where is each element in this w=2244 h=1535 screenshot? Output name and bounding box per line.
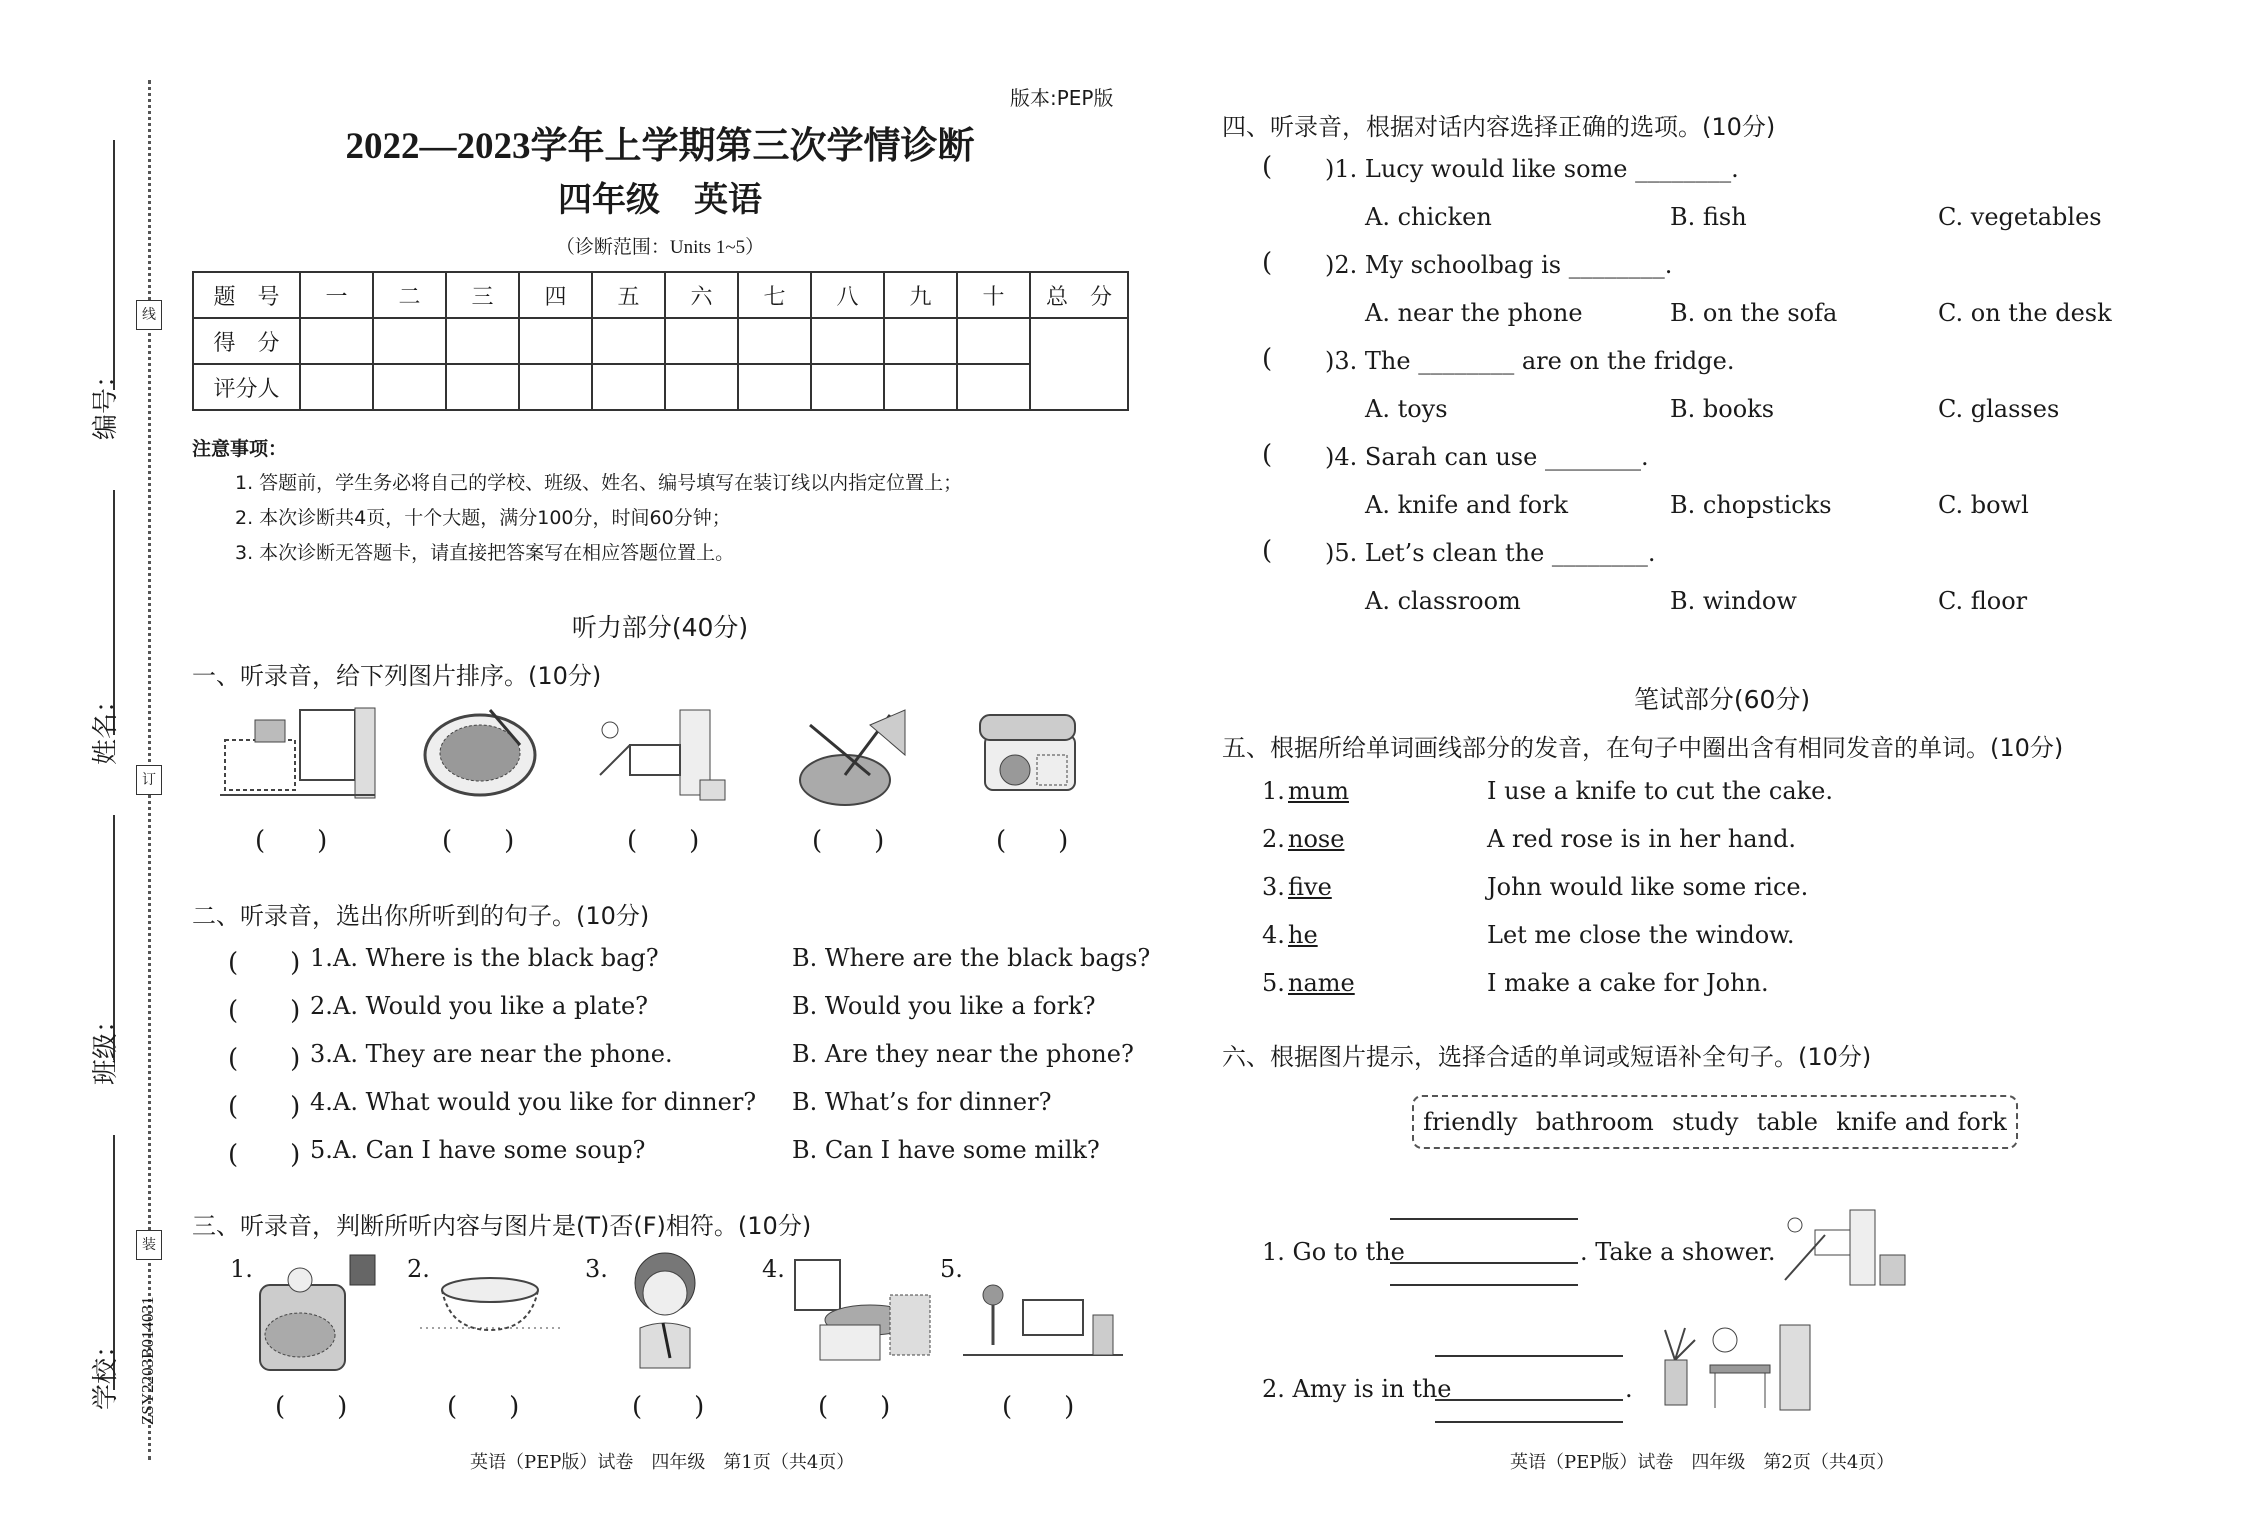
- section4-option-b: B. books: [1670, 395, 1775, 423]
- section2-answer-paren[interactable]: ( ): [228, 948, 301, 978]
- section2-option-b: B. Would you like a fork?: [792, 992, 1096, 1020]
- listening-part-title: 听力部分(40分): [571, 613, 749, 642]
- section2-option-b: B. Where are the black bags?: [792, 944, 1151, 972]
- section5-word: he: [1288, 921, 1318, 949]
- section2-option-b: B. Can I have some milk?: [792, 1136, 1100, 1164]
- score-cell[interactable]: [519, 318, 592, 364]
- section5-word: five: [1288, 873, 1332, 901]
- score-total-header: 总 分: [1030, 272, 1128, 318]
- score-cell[interactable]: [957, 318, 1030, 364]
- score-row-label: 评分人: [193, 364, 300, 410]
- page-title: 2022—2023学年上学期第三次学情诊断: [345, 126, 975, 167]
- score-col-header: 十: [957, 272, 1030, 318]
- section4-option-b: B. chopsticks: [1670, 491, 1832, 519]
- section3-answer-paren[interactable]: ( ): [818, 1392, 891, 1422]
- section4-option-b: B. window: [1670, 587, 1797, 615]
- section5-sentence[interactable]: I use a knife to cut the cake.: [1487, 777, 1833, 805]
- notes-heading: 注意事项：: [192, 438, 288, 460]
- grader-cell[interactable]: [300, 364, 373, 410]
- section6-q1-text: 1. Go to the: [1262, 1238, 1405, 1266]
- score-table: [192, 271, 1129, 411]
- word-bank-item: knife and fork: [1836, 1108, 2007, 1136]
- score-col-header: 七: [738, 272, 811, 318]
- score-col-header: 一: [300, 272, 373, 318]
- noodles-bowl-picture: [420, 705, 540, 805]
- section1-title: 一、听录音，给下列图片排序。(10分): [192, 662, 602, 690]
- section4-question: )1. Lucy would like some ________.: [1325, 155, 1739, 183]
- section4-option-b: B. on the sofa: [1670, 299, 1838, 327]
- score-col-header: 二: [373, 272, 446, 318]
- score-row-label: 题 号: [193, 272, 300, 318]
- section5-sentence[interactable]: A red rose is in her hand.: [1487, 825, 1797, 853]
- word-bank-box: [1412, 1095, 2018, 1149]
- section2-item-num: 3.: [310, 1040, 333, 1068]
- section4-answer-paren[interactable]: (: [1262, 536, 1273, 566]
- section3-num: 3.: [585, 1255, 608, 1283]
- grader-cell[interactable]: [957, 364, 1030, 410]
- boy-eating-picture: [625, 1248, 705, 1373]
- score-cell[interactable]: [738, 318, 811, 364]
- note-item: 1. 答题前，学生务必将自己的学校、班级、姓名、编号填写在装订线以内指定位置上；: [235, 472, 963, 494]
- section3-num: 5.: [940, 1255, 963, 1283]
- section5-title: 五、根据所给单词画线部分的发音，在句子中圈出含有相同发音的单词。(10分): [1222, 734, 2064, 762]
- page-subtitle: 四年级 英语: [558, 180, 762, 220]
- section2-option-a: A. Would you like a plate?: [333, 992, 649, 1020]
- section1-answer-paren[interactable]: ( ): [996, 826, 1069, 856]
- section5-sentence[interactable]: John would like some rice.: [1487, 873, 1809, 901]
- section3-answer-paren[interactable]: ( ): [447, 1392, 520, 1422]
- version-label: 版本:PEP版: [1010, 86, 1114, 110]
- section6-q2-text: 2. Amy is in the: [1262, 1375, 1452, 1403]
- section3-num: 1.: [230, 1255, 253, 1283]
- bowl-picture: [420, 1270, 560, 1350]
- section5-word: name: [1288, 969, 1355, 997]
- section2-item-num: 4.: [310, 1088, 333, 1116]
- section4-option-c: C. vegetables: [1938, 203, 2102, 231]
- grader-cell[interactable]: [519, 364, 592, 410]
- section5-num: 2.: [1262, 825, 1285, 853]
- section6-title: 六、根据图片提示，选择合适的单词或短语补全句子。(10分): [1222, 1043, 1872, 1071]
- section3-answer-paren[interactable]: ( ): [632, 1392, 705, 1422]
- scope-text: （诊断范围：Units 1~5）: [555, 237, 765, 258]
- grader-cell[interactable]: [446, 364, 519, 410]
- q2-guide-line: [1435, 1421, 1623, 1423]
- section3-title: 三、听录音，判断所听内容与图片是(T)否(F)相符。(10分): [192, 1212, 812, 1240]
- grader-cell[interactable]: [738, 364, 811, 410]
- name-label: 姓名：: [91, 686, 121, 765]
- section2-option-a: A. Where is the black bag?: [333, 944, 659, 972]
- note-item: 3. 本次诊断无答题卡，请直接把答案写在相应答题位置上。: [235, 542, 735, 564]
- score-col-header: 九: [884, 272, 957, 318]
- grader-cell[interactable]: [592, 364, 665, 410]
- section4-question: )3. The ________ are on the fridge.: [1325, 347, 1735, 375]
- section4-answer-paren[interactable]: (: [1262, 344, 1273, 374]
- section1-answer-paren[interactable]: ( ): [812, 826, 885, 856]
- score-total-cell[interactable]: [1030, 318, 1128, 410]
- section4-answer-paren[interactable]: (: [1262, 440, 1273, 470]
- section5-sentence[interactable]: Let me close the window.: [1487, 921, 1795, 949]
- written-part-title: 笔试部分(60分): [1633, 685, 1811, 714]
- q1-guide-line: [1390, 1218, 1578, 1220]
- section2-answer-paren[interactable]: ( ): [228, 1092, 301, 1122]
- score-row-label: 得 分: [193, 318, 300, 364]
- binding-mark-zhuang: 装: [136, 1230, 162, 1260]
- q2-guide-line: [1435, 1355, 1623, 1357]
- section4-option-a: A. classroom: [1365, 587, 1521, 615]
- section3-answer-paren[interactable]: ( ): [1002, 1392, 1075, 1422]
- section6-q2-after: .: [1625, 1375, 1633, 1403]
- section5-num: 4.: [1262, 921, 1285, 949]
- q1-answer-blank[interactable]: [1390, 1262, 1578, 1264]
- section2-option-a: A. Can I have some soup?: [333, 1136, 646, 1164]
- boy-in-bed-picture: [255, 1250, 385, 1375]
- section2-answer-paren[interactable]: ( ): [228, 996, 301, 1026]
- score-cell[interactable]: [446, 318, 519, 364]
- section5-num: 5.: [1262, 969, 1285, 997]
- score-cell[interactable]: [811, 318, 884, 364]
- score-col-header: 四: [519, 272, 592, 318]
- footer-right: 英语（PEP版）试卷 四年级 第2页（共4页）: [1510, 1452, 1895, 1473]
- binding-mark-ding: 订: [136, 765, 162, 795]
- section2-answer-paren[interactable]: ( ): [228, 1140, 301, 1170]
- score-cell[interactable]: [665, 318, 738, 364]
- score-col-header: 五: [592, 272, 665, 318]
- cleaning-room-picture: [963, 1260, 1123, 1370]
- section2-item-num: 1.: [310, 944, 333, 972]
- section2-option-b: B. Are they near the phone?: [792, 1040, 1134, 1068]
- study-room-picture: [1650, 1320, 1815, 1415]
- section4-answer-paren[interactable]: (: [1262, 152, 1273, 182]
- bathroom-picture: [1780, 1205, 1915, 1290]
- section4-question: )5. Let’s clean the ________.: [1325, 539, 1656, 567]
- section5-num: 3.: [1262, 873, 1285, 901]
- telephone-picture: [975, 705, 1085, 800]
- grader-cell[interactable]: [884, 364, 957, 410]
- section3-num: 2.: [407, 1255, 430, 1283]
- section5-word: nose: [1288, 825, 1345, 853]
- section2-answer-paren[interactable]: ( ): [228, 1044, 301, 1074]
- section4-title: 四、听录音，根据对话内容选择正确的选项。(10分): [1222, 113, 1776, 141]
- section1-answer-paren[interactable]: ( ): [255, 826, 328, 856]
- score-cell[interactable]: [373, 318, 446, 364]
- word-bank-item: study: [1672, 1108, 1739, 1136]
- section4-answer-paren[interactable]: (: [1262, 248, 1273, 278]
- section2-option-b: B. What’s for dinner?: [792, 1088, 1052, 1116]
- note-item: 2. 本次诊断共4页，十个大题，满分100分，时间60分钟；: [235, 507, 731, 529]
- score-col-header: 八: [811, 272, 884, 318]
- section5-word: mum: [1288, 777, 1349, 805]
- section1-answer-paren[interactable]: ( ): [442, 826, 515, 856]
- section4-question: )2. My schoolbag is ________.: [1325, 251, 1673, 279]
- section4-option-a: A. chicken: [1365, 203, 1492, 231]
- q2-answer-blank[interactable]: [1435, 1399, 1623, 1401]
- section5-sentence[interactable]: I make a cake for John.: [1487, 969, 1769, 997]
- section2-option-a: A. What would you like for dinner?: [333, 1088, 757, 1116]
- section3-num: 4.: [762, 1255, 785, 1283]
- section6-q1-after: . Take a shower.: [1580, 1238, 1776, 1266]
- section4-option-c: C. glasses: [1938, 395, 2060, 423]
- section4-option-a: A. near the phone: [1365, 299, 1583, 327]
- section3-answer-paren[interactable]: ( ): [275, 1392, 348, 1422]
- binding-mark-xian: 线: [136, 300, 162, 330]
- score-col-header: 六: [665, 272, 738, 318]
- school-label: 学校：: [91, 1331, 121, 1410]
- section1-answer-paren[interactable]: ( ): [627, 826, 700, 856]
- grader-cell[interactable]: [811, 364, 884, 410]
- score-cell[interactable]: [300, 318, 373, 364]
- knife-fork-food-picture: [790, 705, 910, 810]
- grader-cell[interactable]: [373, 364, 446, 410]
- score-cell[interactable]: [884, 318, 957, 364]
- document-code: ZSY2203B014031: [138, 1296, 157, 1425]
- section5-num: 1.: [1262, 777, 1285, 805]
- kitchen-picture: [215, 700, 385, 810]
- section4-option-a: A. toys: [1365, 395, 1448, 423]
- section2-title: 二、听录音，选出你所听到的句子。(10分): [192, 902, 650, 930]
- section4-option-c: C. bowl: [1938, 491, 2029, 519]
- class-label: 班级：: [91, 1006, 121, 1085]
- word-bank-item: bathroom: [1535, 1108, 1654, 1136]
- section4-option-c: C. on the desk: [1938, 299, 2112, 327]
- section4-option-a: A. knife and fork: [1365, 491, 1569, 519]
- number-label: 编号：: [91, 361, 121, 440]
- section4-option-b: B. fish: [1670, 203, 1747, 231]
- grader-cell[interactable]: [665, 364, 738, 410]
- q1-guide-line: [1390, 1284, 1578, 1286]
- shower-picture: [590, 705, 730, 805]
- section2-item-num: 2.: [310, 992, 333, 1020]
- word-bank-item: friendly: [1423, 1108, 1518, 1136]
- section2-option-a: A. They are near the phone.: [333, 1040, 673, 1068]
- footer-left: 英语（PEP版）试卷 四年级 第1页（共4页）: [470, 1452, 855, 1473]
- living-room-picture: [790, 1255, 935, 1370]
- word-bank-item: table: [1756, 1108, 1818, 1136]
- score-cell[interactable]: [592, 318, 665, 364]
- section2-item-num: 5.: [310, 1136, 333, 1164]
- section4-option-c: C. floor: [1938, 587, 2028, 615]
- section4-question: )4. Sarah can use ________.: [1325, 443, 1649, 471]
- score-col-header: 三: [446, 272, 519, 318]
